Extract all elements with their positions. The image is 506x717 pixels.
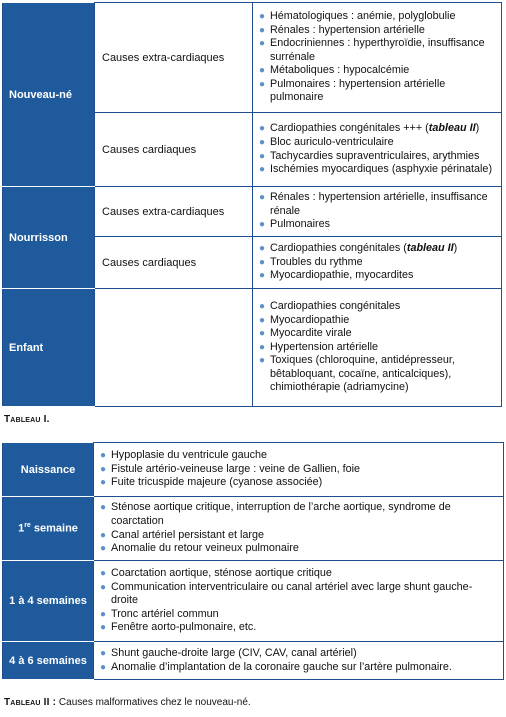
list-item: ● Coarctation aortique, sténose aortique critique <box>100 567 332 580</box>
bullet-icon: ● <box>259 164 266 176</box>
list-item: ● Tachycardies supraventriculaires, arythmies <box>259 149 480 162</box>
bullet-icon: ● <box>100 450 107 462</box>
bullet-icon: ● <box>100 608 107 620</box>
table-causes-malformatives <box>2 442 504 680</box>
list-item: ● Myocardiopathie, myocardites <box>259 269 414 282</box>
list-item: ● Shunt gauche-droite large (CIV, CAV, canal artériel) <box>100 646 357 659</box>
table-row <box>3 642 504 680</box>
bullet-icon: ● <box>259 192 266 204</box>
category-cell: Nouveau-né <box>3 3 95 187</box>
list-item: ● Endocriniennes : hyperthyroïdie, insuffisance surrénale <box>259 37 485 63</box>
list-item: ● Myocardiopathie <box>259 313 350 326</box>
bullet-icon: ● <box>259 65 266 77</box>
list-item: ● Rénales : hypertension artérielle, insuffisance rénale <box>259 191 488 217</box>
bullet-icon: ● <box>259 328 266 340</box>
list-item: ● Pulmonaires <box>259 218 331 231</box>
age-cell: Naissance <box>3 443 94 497</box>
list-item: ● Ischémies myocardiques (asphyxie périnatale) <box>259 163 493 176</box>
list-item: ● Cardiopathies congénitales <box>259 299 401 312</box>
age-cell: 1re semaine <box>3 497 94 561</box>
list-item: ● Rénales : hypertension artérielle <box>259 23 425 36</box>
bullet-icon: ● <box>100 477 107 489</box>
list-item: ● Tronc artériel commun <box>100 607 219 620</box>
table-caption: Tableau II : Causes malformatives chez le nouveau-né. <box>4 697 251 708</box>
table-row <box>3 289 502 407</box>
list-item: ● Fistule artério-veineuse large : veine de Gallien, foie <box>100 462 361 475</box>
bullet-icon: ● <box>259 355 266 367</box>
bullet-icon: ● <box>100 529 107 541</box>
list-item: ● Canal artériel persistant et large <box>100 528 265 541</box>
list-item: ● Hypertension artérielle <box>259 340 379 353</box>
table-row <box>3 3 502 113</box>
bullet-icon: ● <box>259 243 266 255</box>
bullet-icon: ● <box>100 543 107 555</box>
table-causes-insuffisance-cardiaque <box>2 2 502 407</box>
bullet-icon: ● <box>259 123 266 135</box>
cause-cell: Causes cardiaques <box>95 237 253 289</box>
bullet-icon: ● <box>100 568 107 580</box>
bullet-icon: ● <box>259 38 266 50</box>
bullet-icon: ● <box>100 581 107 593</box>
bullet-icon: ● <box>259 24 266 36</box>
bullet-icon: ● <box>259 10 266 22</box>
age-cell: 1 à 4 semaines <box>3 561 94 642</box>
age-cell: 4 à 6 semaines <box>3 642 94 680</box>
list-item: ● Troubles du rythme <box>259 255 363 268</box>
bullet-icon: ● <box>259 314 266 326</box>
table-row <box>3 187 502 237</box>
bullet-icon: ● <box>259 270 266 282</box>
list-item: ● Pulmonaires : hypertension artérielle pulmonaire <box>259 77 446 104</box>
list-item: ● Hypoplasie du ventricule gauche <box>100 449 268 462</box>
items-cell <box>253 3 502 113</box>
category-cell: Enfant <box>3 289 95 407</box>
table-row <box>3 497 504 561</box>
list-item: ● Sténose aortique critique, interruption de l’arche aortique, syndrome de coarctation <box>100 501 451 527</box>
bullet-icon: ● <box>259 219 266 231</box>
bullet-icon: ● <box>100 502 107 514</box>
bullet-icon: ● <box>100 647 107 659</box>
list-item: ● Myocardite virale <box>259 327 352 340</box>
items-cell <box>94 497 504 561</box>
list-item: ● Hématologiques : anémie, polyglobulie <box>259 9 456 22</box>
bullet-icon: ● <box>100 622 107 634</box>
table-row <box>3 561 504 642</box>
table-row <box>3 443 504 497</box>
list-item: ● Anomalie du retour veineux pulmonaire <box>100 542 299 555</box>
bullet-icon: ● <box>259 78 266 90</box>
cause-cell: Causes extra-cardiaques <box>95 3 253 113</box>
list-item: ● Métaboliques : hypocalcémie <box>259 64 410 77</box>
items-cell <box>253 289 502 407</box>
bullet-icon: ● <box>259 150 266 162</box>
items-cell <box>253 113 502 187</box>
cause-cell: Causes cardiaques <box>95 113 253 187</box>
list-item: ● Bloc auriculo-ventriculaire <box>259 135 394 148</box>
list-item: ● Cardiopathies congénitales (tableau II) <box>259 242 458 255</box>
list-item: ● Fuite tricuspide majeure (cyanose associée) <box>100 476 323 489</box>
bullet-icon: ● <box>259 136 266 148</box>
items-cell <box>94 443 504 497</box>
list-item: ● Communication interventriculaire ou canal artériel avec large shunt gauche-droite <box>100 580 473 607</box>
list-item: ● Anomalie d’implantation de la coronaire gauche sur l’artère pulmonaire. <box>100 660 452 673</box>
items-cell <box>253 237 502 289</box>
table-caption: Tableau I. <box>4 414 50 425</box>
cause-cell <box>95 289 253 407</box>
bullet-icon: ● <box>259 341 266 353</box>
list-item: ● Toxiques (chloroquine, antidépresseur, bêtabloquant, cocaïne, anticalciques), chimiothérapie (adriamycine) <box>259 354 455 394</box>
category-cell: Nourrisson <box>3 187 95 289</box>
list-item: ● Fenêtre aorto-pulmonaire, etc. <box>100 621 257 634</box>
bullet-icon: ● <box>100 463 107 475</box>
items-cell <box>253 187 502 237</box>
cause-cell: Causes extra-cardiaques <box>95 187 253 237</box>
list-item: ● Cardiopathies congénitales +++ (tableau II) <box>259 122 480 135</box>
bullet-icon: ● <box>259 300 266 312</box>
items-cell <box>94 561 504 642</box>
bullet-icon: ● <box>100 661 107 673</box>
items-cell <box>94 642 504 680</box>
bullet-icon: ● <box>259 256 266 268</box>
